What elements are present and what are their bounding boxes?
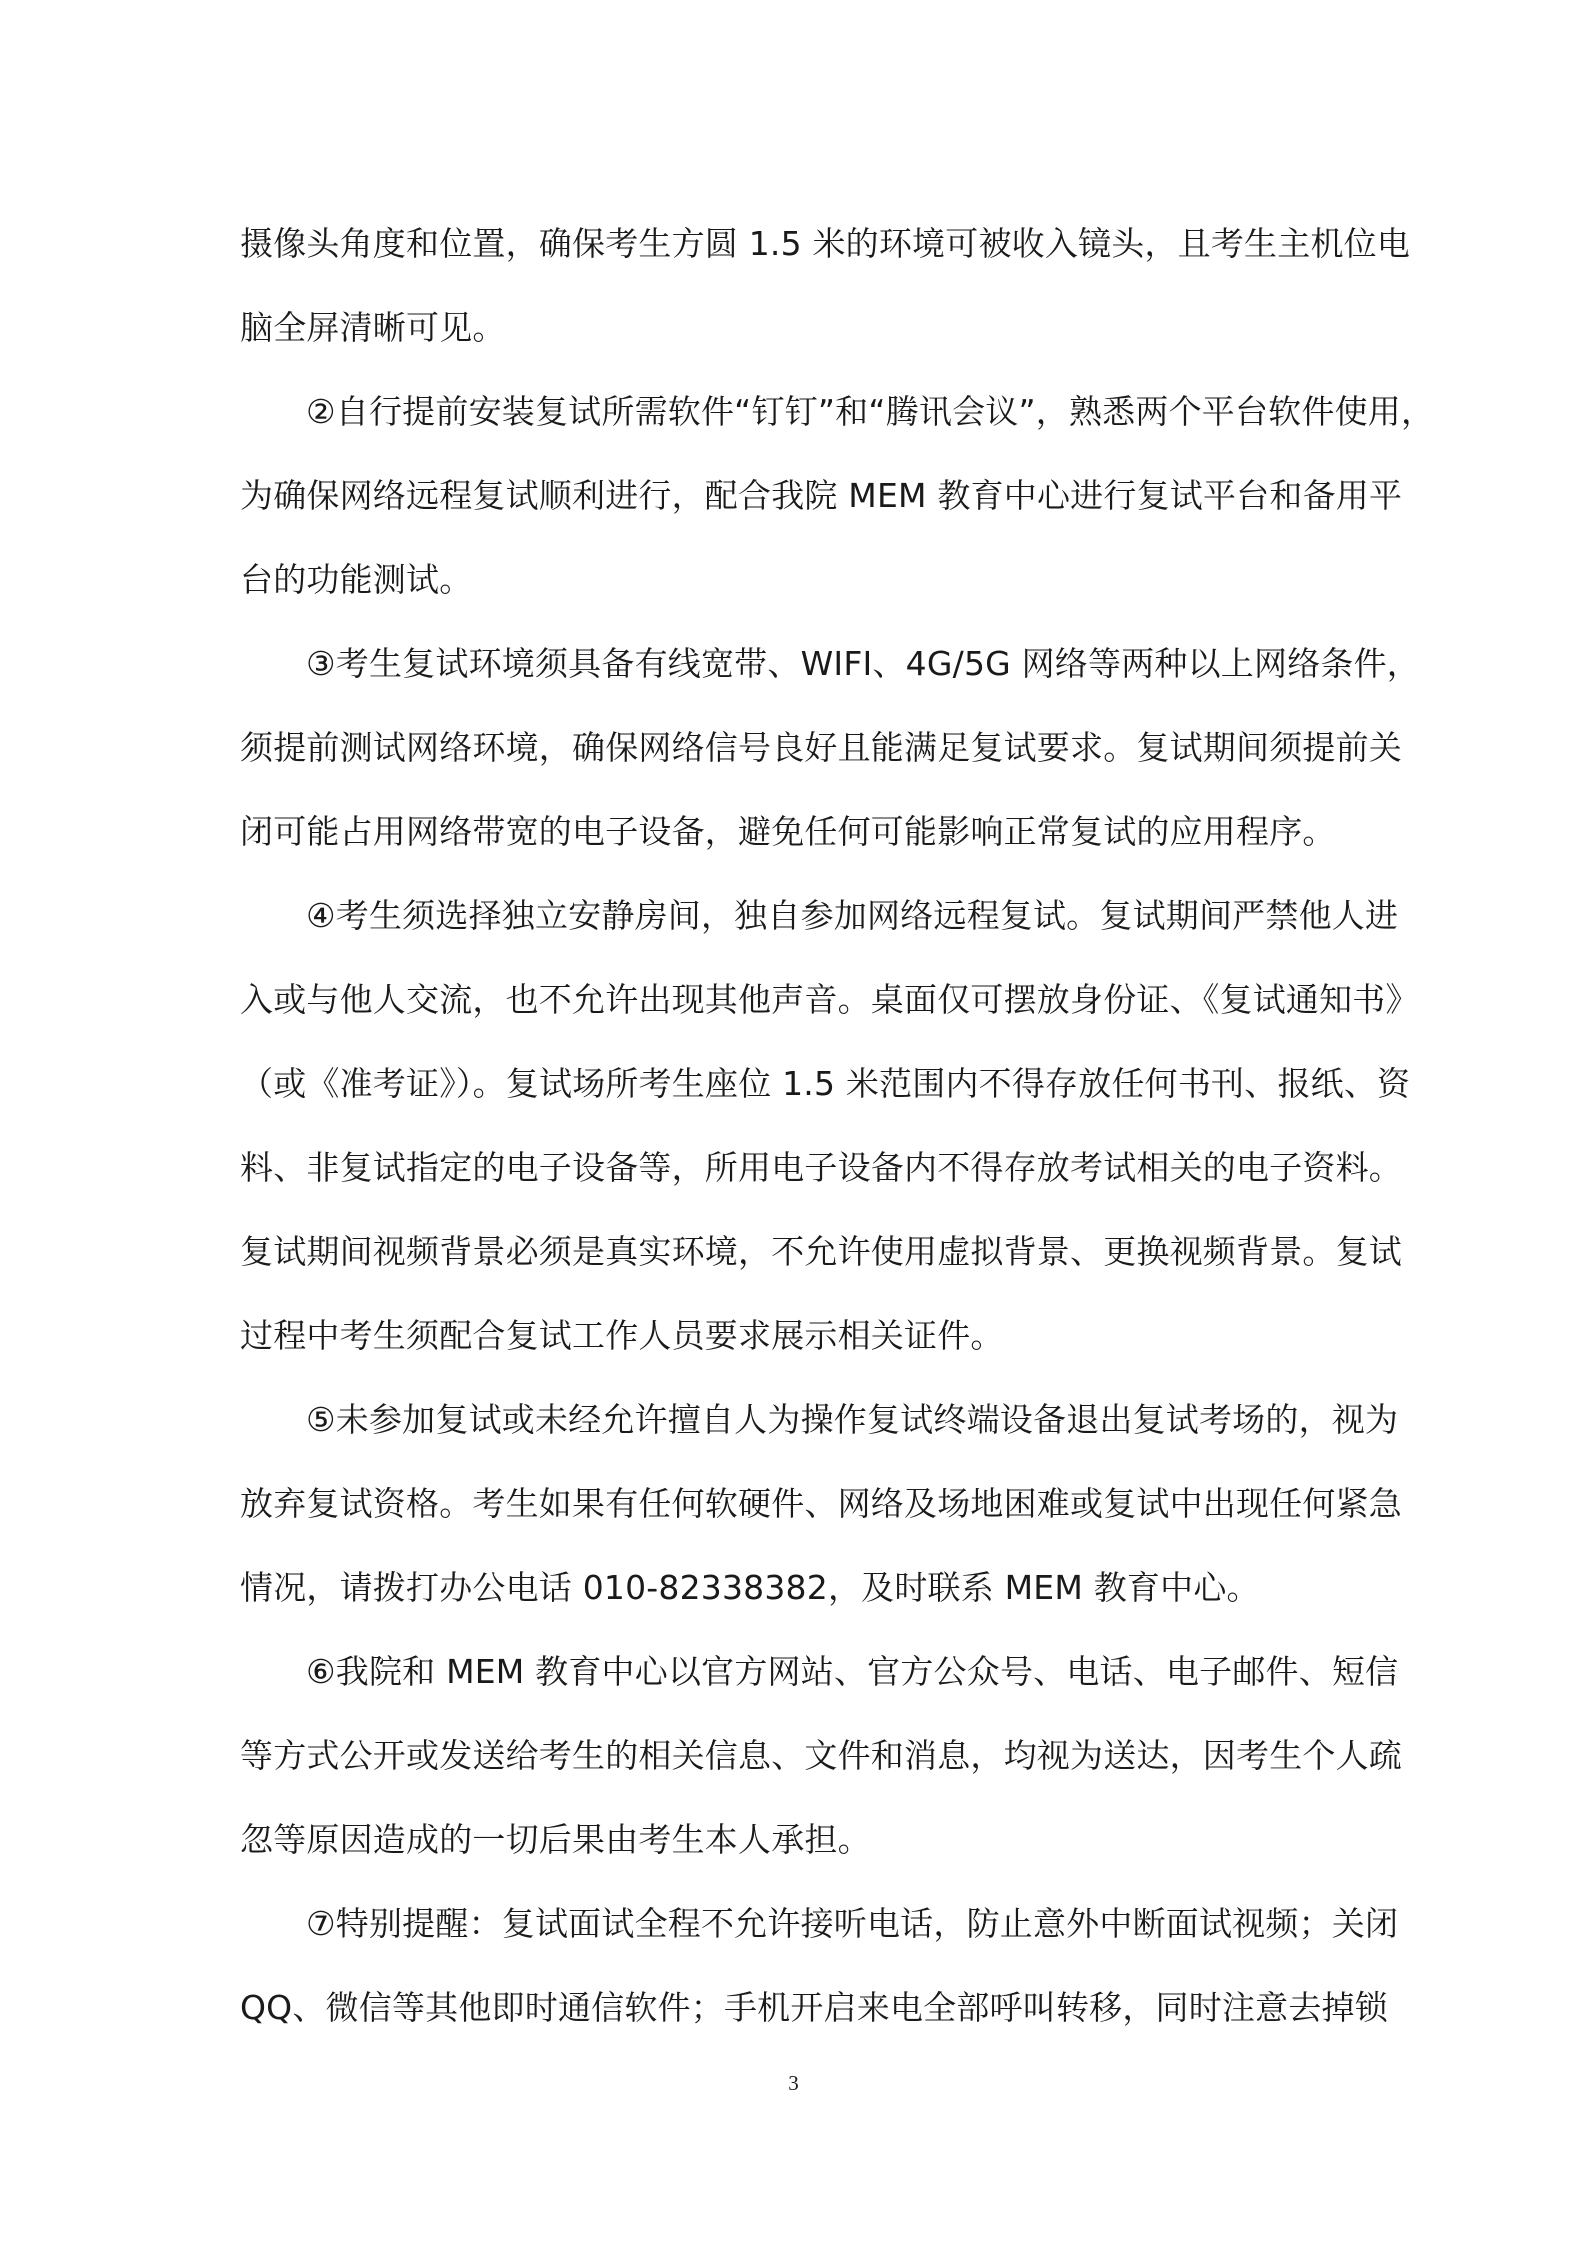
body-text: [240, 202, 1435, 2050]
text-line: QQ、微信等其他即时通信软件；手机开启来电全部呼叫转移，同时注意去掉锁: [240, 1988, 1388, 2027]
text-line: （或《准考证》）。复试场所考生座位 1.5 米范围内不得存放任何书刊、报纸、资: [240, 1064, 1411, 1103]
paragraph-item-2: ②自行提前安装复试所需软件“钉钉”和“腾讯会议”，熟悉两个平台软件使用，: [306, 392, 1435, 431]
text-line: 须提前测试网络环境，确保网络信号良好且能满足复试要求。复试期间须提前关: [240, 728, 1402, 767]
text-line: 过程中考生须配合复试工作人员要求展示相关证件。: [240, 1316, 1004, 1355]
text-line: 料、非复试指定的电子设备等，所用电子设备内不得存放考试相关的电子资料。: [240, 1148, 1402, 1187]
text-line: 情况，请拨打办公电话 010-82338382，及时联系 MEM 教育中心。: [240, 1568, 1260, 1607]
text-line: 忽等原因造成的一切后果由考生本人承担。: [240, 1820, 871, 1859]
paragraph-item-5: ⑤未参加复试或未经允许擅自人为操作复试终端设备退出复试考场的，视为: [306, 1400, 1399, 1439]
text-line: 摄像头角度和位置，确保考生方圆 1.5 米的环境可被收入镜头，且考生主机位电: [240, 224, 1411, 263]
text-line: 复试期间视频背景必须是真实环境，不允许使用虚拟背景、更换视频背景。复试: [240, 1232, 1402, 1271]
text-line: 放弃复试资格。考生如果有任何软硬件、网络及场地困难或复试中出现任何紧急: [240, 1484, 1402, 1523]
text-line: 台的功能测试。: [240, 560, 473, 599]
text-line: 脑全屏清晰可见。: [240, 308, 506, 347]
page-number: 3: [788, 2071, 799, 2095]
paragraph-item-4: ④考生须选择独立安静房间，独自参加网络远程复试。复试期间严禁他人进: [306, 896, 1399, 935]
text-line: 等方式公开或发送给考生的相关信息、文件和消息，均视为送达，因考生个人疏: [240, 1736, 1402, 1775]
text-line: 入或与他人交流，也不允许出现其他声音。桌面仅可摆放身份证、《复试通知书》: [240, 980, 1419, 1019]
paragraph-item-3: ③考生复试环境须具备有线宽带、WIFI、4G/5G 网络等两种以上网络条件，: [306, 644, 1421, 683]
paragraph-item-7: ⑦特别提醒：复试面试全程不允许接听电话，防止意外中断面试视频；关闭: [306, 1904, 1399, 1943]
text-line: 为确保网络远程复试顺利进行，配合我院 MEM 教育中心进行复试平台和备用平: [240, 476, 1403, 515]
paragraph-item-6: ⑥我院和 MEM 教育中心以官方网站、官方公众号、电话、电子邮件、短信: [306, 1652, 1399, 1691]
text-line: 闭可能占用网络带宽的电子设备，避免任何可能影响正常复试的应用程序。: [240, 812, 1336, 851]
